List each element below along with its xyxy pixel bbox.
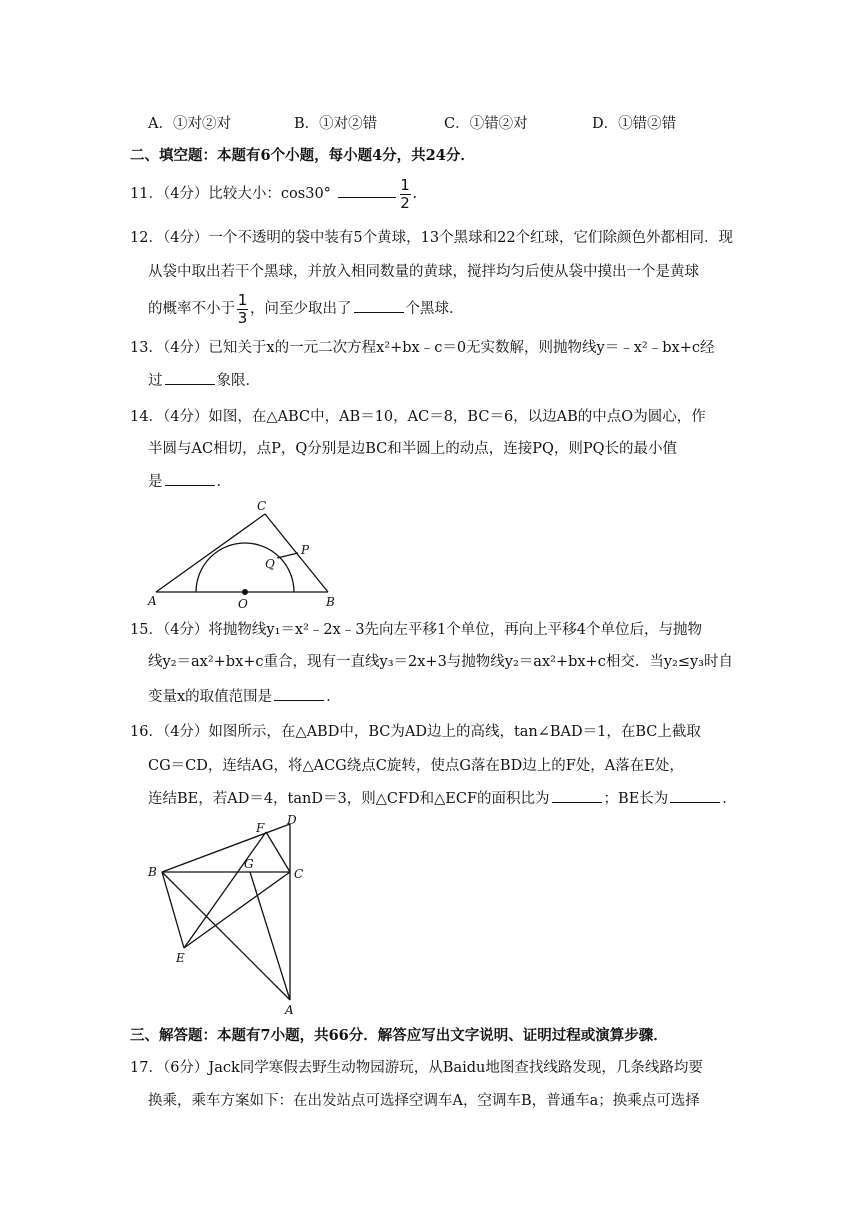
label-q: Q (265, 557, 275, 571)
figure-14-triangle (140, 496, 350, 612)
q12-text-a: 的概率不小于 (148, 301, 235, 317)
q11-denominator: 2 (400, 193, 410, 212)
q16-line-3 (148, 788, 737, 809)
point-o-marker (242, 589, 248, 595)
label-o: O (238, 597, 248, 611)
q17-line-2: 换乘，乘车方案如下：在出发站点可选择空调车A，空调车B，普通车a；换乘点可选择 (148, 1093, 700, 1109)
q14-line-2: 半圆与AC相切，点P，Q分别是边BC和半圆上的动点，连接PQ，则PQ长的最小值 (148, 441, 678, 457)
q16-answer-blank-1 (552, 788, 602, 803)
q12-answer-blank (354, 298, 404, 313)
section-2-title: 二、填空题：本题有6个小题，每小题4分，共24分． (130, 147, 475, 164)
q16-line-2: CG＝CD，连结AG，将△ACG绕点C旋转，使点G落在BD边上的F处，A落在E处， (148, 758, 684, 774)
q14-answer-blank (165, 471, 215, 486)
option-a: A．①对②对 (148, 116, 231, 132)
q15-text-a: 变量x的取值范围是 (148, 689, 273, 705)
label-d: D (287, 813, 297, 827)
q16-answer-blank-2 (670, 788, 720, 803)
q11-numerator: 1 (400, 175, 410, 194)
q14-text-a: 是 (148, 474, 163, 490)
q12-line-2: 从袋中取出若干个黑球，并放入相同数量的黄球，搅拌均匀后使从袋中摸出一个是黄球 (148, 264, 699, 280)
label-f: F (256, 821, 265, 835)
q13-text-a: 过 (148, 373, 163, 389)
q11-prefix: 11．（4分）比较大小：cos30° (130, 186, 331, 202)
q12-line-1: 12．（4分）一个不透明的袋中装有5个黄球，13个黑球和22个红球，它们除颜色外都相同．现 (130, 230, 734, 246)
option-c: C．①错②对 (444, 116, 528, 132)
q12-numerator: 1 (237, 290, 248, 309)
question-11 (130, 177, 417, 211)
q14-line-1: 14．（4分）如图，在△ABC中，AB＝10，AC＝8，BC＝6，以边AB的中点O为圆心，作 (130, 409, 706, 425)
q17-line-1: 17．（6分）Jack同学寒假去野生动物园游玩，从Baidu地图查找线路发现，几条线路均要 (130, 1060, 703, 1076)
option-b: B．①对②错 (294, 116, 378, 132)
figure-16-diagram (140, 810, 320, 1020)
q12-denominator: 3 (237, 308, 248, 327)
q16-text-c: ． (722, 791, 737, 807)
q15-line-1: 15．（4分）将抛物线y₁＝x²﹣2x﹣3先向左平移1个单位，再向上平移4个单位后，与抛物 (130, 622, 702, 638)
section-3-title: 三、解答题：本题有7小题，共66分．解答应写出文字说明、证明过程或演算步骤． (130, 1027, 668, 1044)
label-c: C (294, 867, 304, 881)
q13-line-1: 13．（4分）已知关于x的一元二次方程x²+bx﹣c＝0无实数解，则抛物线y＝﹣x²﹣bx+c经 (130, 340, 715, 356)
label-a: A (148, 594, 157, 608)
q16-text-a: 连结BE，若AD＝4，tanD＝3，则△CFD和△ECF的面积比为 (148, 791, 550, 807)
q15-answer-blank (274, 686, 324, 701)
q12-text-b: ，问至少取出了 (250, 301, 352, 317)
q12-line-3 (148, 292, 464, 326)
q15-line-2: 线y₂＝ax²+bx+c重合，现有一直线y₃＝2x+3与抛物线y₂＝ax²+bx+c相交．当y₂≤y₃时自 (148, 654, 733, 670)
q13-text-b: 象限． (216, 373, 260, 389)
label-p: P (301, 543, 310, 557)
q16-text-b: ；BE长为 (603, 791, 669, 807)
q16-line-1: 16．（4分）如图所示，在△ABD中，BC为AD边上的高线，tan∠BAD＝1，在BC上截取 (130, 724, 701, 740)
label-c: C (257, 499, 267, 513)
q11-answer-blank (338, 183, 396, 198)
q11-end: . (412, 186, 418, 202)
q12-text-c: 个黑球． (405, 301, 464, 317)
q15-text-b: ． (326, 689, 341, 705)
label-b: B (326, 595, 335, 609)
label-e: E (176, 951, 185, 965)
q11-fraction (400, 175, 411, 212)
q14-line-3 (148, 471, 231, 492)
label-g: G (244, 857, 254, 871)
label-b: B (148, 865, 157, 879)
option-d: D．①错②错 (592, 116, 677, 132)
q14-text-b: ． (216, 474, 231, 490)
q13-line-2 (148, 370, 260, 391)
q12-fraction (237, 290, 248, 327)
label-a: A (285, 1003, 294, 1017)
q13-answer-blank (165, 370, 215, 385)
q15-line-3 (148, 686, 341, 707)
